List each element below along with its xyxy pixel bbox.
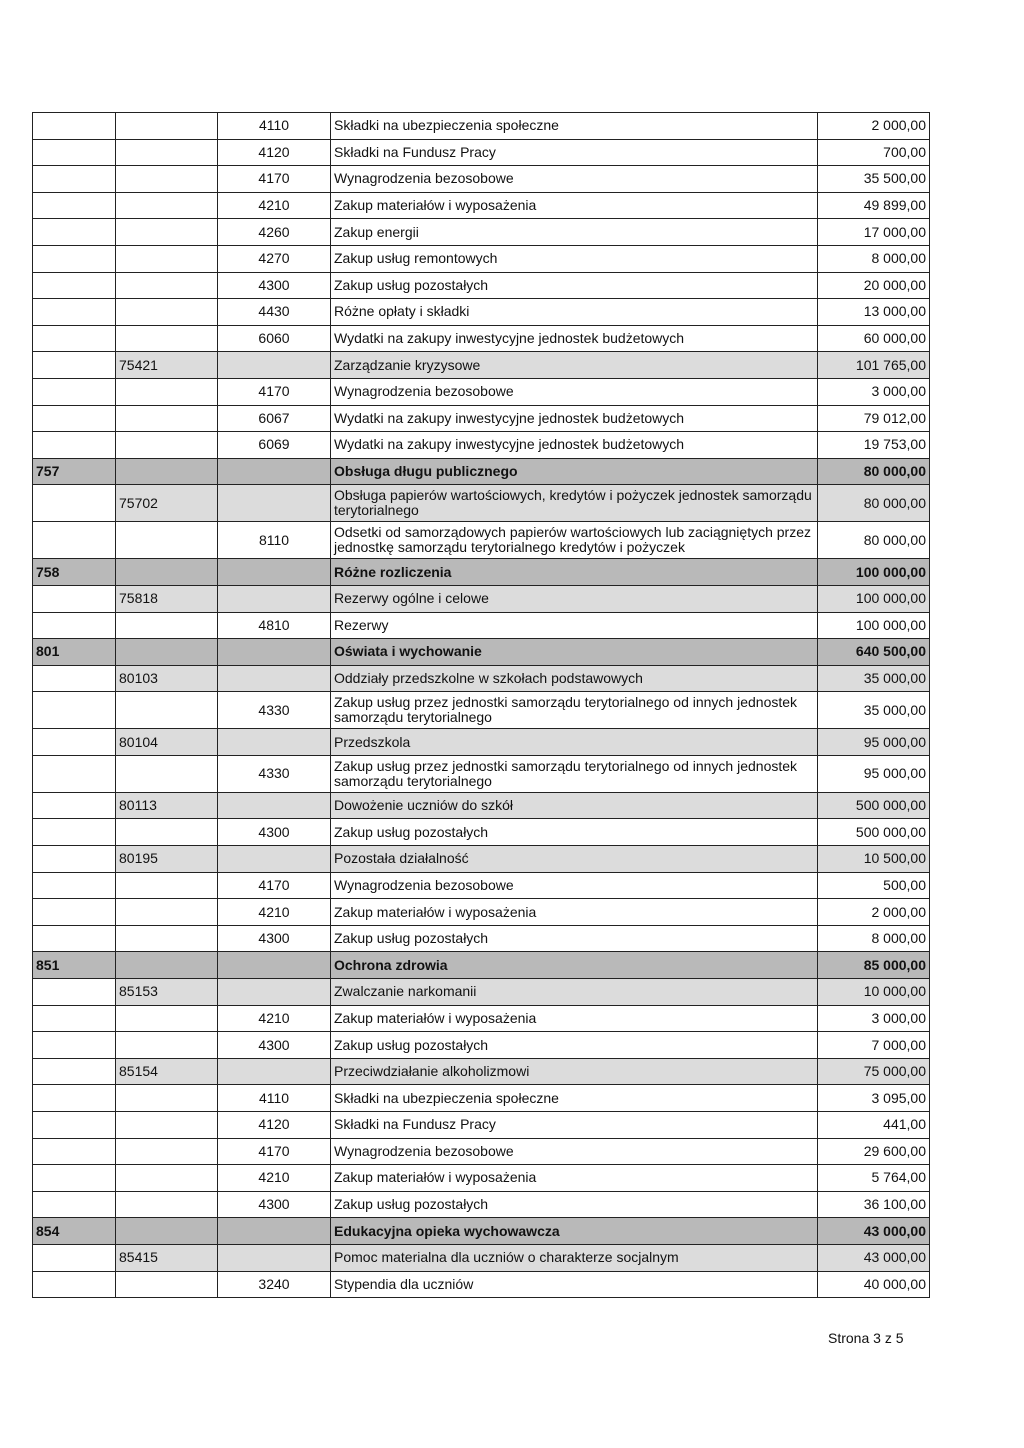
paragraf-cell bbox=[218, 665, 331, 692]
paragraf-cell: 4170 bbox=[218, 872, 331, 899]
dzial-cell bbox=[33, 405, 116, 432]
dzial-cell bbox=[33, 819, 116, 846]
amount-cell: 80 000,00 bbox=[818, 522, 930, 559]
name-cell: Ochrona zdrowia bbox=[331, 952, 818, 979]
name-cell: Pozostała działalność bbox=[331, 846, 818, 873]
dzial-cell bbox=[33, 522, 116, 559]
dzial-cell bbox=[33, 219, 116, 246]
name-cell: Zakup usług pozostałych bbox=[331, 272, 818, 299]
rozdzial-cell bbox=[116, 139, 218, 166]
rozdzial-cell bbox=[116, 1005, 218, 1032]
name-cell: Zakup materiałów i wyposażenia bbox=[331, 899, 818, 926]
rozdzial-cell bbox=[116, 299, 218, 326]
paragraf-cell: 4210 bbox=[218, 192, 331, 219]
rozdzial-cell: 75818 bbox=[116, 585, 218, 612]
name-cell: Wynagrodzenia bezosobowe bbox=[331, 1138, 818, 1165]
name-cell: Wydatki na zakupy inwestycyjne jednostek budżetowych bbox=[331, 405, 818, 432]
rozdzial-row bbox=[33, 485, 930, 522]
paragraf-row bbox=[33, 299, 930, 326]
paragraf-cell bbox=[218, 1058, 331, 1085]
name-cell: Obsługa długu publicznego bbox=[331, 458, 818, 485]
rozdzial-cell: 80113 bbox=[116, 792, 218, 819]
dzial-cell: 801 bbox=[33, 639, 116, 666]
rozdzial-cell: 80195 bbox=[116, 846, 218, 873]
paragraf-cell: 4120 bbox=[218, 1112, 331, 1139]
amount-cell: 80 000,00 bbox=[818, 485, 930, 522]
paragraf-cell: 4260 bbox=[218, 219, 331, 246]
paragraf-cell: 4120 bbox=[218, 139, 331, 166]
paragraf-row bbox=[33, 219, 930, 246]
paragraf-cell bbox=[218, 1218, 331, 1245]
rozdzial-cell bbox=[116, 432, 218, 459]
rozdzial-cell: 80104 bbox=[116, 729, 218, 756]
rozdzial-cell bbox=[116, 113, 218, 140]
paragraf-row bbox=[33, 1165, 930, 1192]
dzial-cell bbox=[33, 1271, 116, 1298]
paragraf-row bbox=[33, 899, 930, 926]
paragraf-row bbox=[33, 113, 930, 140]
name-cell: Obsługa papierów wartościowych, kredytów i pożyczek jednostek samorządu terytorialnego bbox=[331, 485, 818, 522]
amount-cell: 500,00 bbox=[818, 872, 930, 899]
paragraf-cell bbox=[218, 485, 331, 522]
rozdzial-cell bbox=[116, 405, 218, 432]
paragraf-cell: 4300 bbox=[218, 1032, 331, 1059]
rozdzial-cell bbox=[116, 872, 218, 899]
name-cell: Zakup usług pozostałych bbox=[331, 925, 818, 952]
paragraf-row bbox=[33, 872, 930, 899]
dzial-cell bbox=[33, 1112, 116, 1139]
dzial-cell bbox=[33, 729, 116, 756]
amount-cell: 43 000,00 bbox=[818, 1218, 930, 1245]
paragraf-cell bbox=[218, 559, 331, 586]
paragraf-cell: 6060 bbox=[218, 325, 331, 352]
amount-cell: 60 000,00 bbox=[818, 325, 930, 352]
dzial-row bbox=[33, 458, 930, 485]
rozdzial-row bbox=[33, 1244, 930, 1271]
rozdzial-cell: 80103 bbox=[116, 665, 218, 692]
paragraf-row bbox=[33, 166, 930, 193]
budget-table bbox=[32, 112, 930, 1298]
paragraf-row bbox=[33, 432, 930, 459]
paragraf-cell: 4170 bbox=[218, 166, 331, 193]
amount-cell: 7 000,00 bbox=[818, 1032, 930, 1059]
rozdzial-cell bbox=[116, 458, 218, 485]
amount-cell: 3 000,00 bbox=[818, 1005, 930, 1032]
amount-cell: 19 753,00 bbox=[818, 432, 930, 459]
amount-cell: 85 000,00 bbox=[818, 952, 930, 979]
rozdzial-cell bbox=[116, 1032, 218, 1059]
amount-cell: 79 012,00 bbox=[818, 405, 930, 432]
name-cell: Edukacyjna opieka wychowawcza bbox=[331, 1218, 818, 1245]
name-cell: Zakup usług remontowych bbox=[331, 245, 818, 272]
name-cell: Dowożenie uczniów do szkół bbox=[331, 792, 818, 819]
paragraf-cell bbox=[218, 979, 331, 1006]
dzial-cell bbox=[33, 139, 116, 166]
paragraf-row bbox=[33, 755, 930, 792]
paragraf-cell: 4110 bbox=[218, 113, 331, 140]
dzial-cell: 854 bbox=[33, 1218, 116, 1245]
paragraf-cell: 6067 bbox=[218, 405, 331, 432]
rozdzial-row bbox=[33, 352, 930, 379]
dzial-cell: 758 bbox=[33, 559, 116, 586]
paragraf-row bbox=[33, 522, 930, 559]
amount-cell: 29 600,00 bbox=[818, 1138, 930, 1165]
rozdzial-cell bbox=[116, 639, 218, 666]
page-number: Strona 3 z 5 bbox=[828, 1330, 904, 1346]
rozdzial-cell bbox=[116, 755, 218, 792]
amount-cell: 13 000,00 bbox=[818, 299, 930, 326]
paragraf-cell: 4810 bbox=[218, 612, 331, 639]
amount-cell: 100 000,00 bbox=[818, 559, 930, 586]
rozdzial-cell bbox=[116, 1112, 218, 1139]
dzial-cell bbox=[33, 485, 116, 522]
amount-cell: 3 095,00 bbox=[818, 1085, 930, 1112]
amount-cell: 2 000,00 bbox=[818, 899, 930, 926]
amount-cell: 75 000,00 bbox=[818, 1058, 930, 1085]
dzial-cell bbox=[33, 755, 116, 792]
amount-cell: 100 000,00 bbox=[818, 585, 930, 612]
rozdzial-cell bbox=[116, 1138, 218, 1165]
budget-table-body bbox=[33, 113, 930, 1298]
dzial-cell bbox=[33, 1138, 116, 1165]
dzial-cell bbox=[33, 792, 116, 819]
paragraf-cell bbox=[218, 729, 331, 756]
name-cell: Wynagrodzenia bezosobowe bbox=[331, 378, 818, 405]
dzial-cell bbox=[33, 272, 116, 299]
rozdzial-cell bbox=[116, 1191, 218, 1218]
rozdzial-row bbox=[33, 792, 930, 819]
name-cell: Zakup usług pozostałych bbox=[331, 819, 818, 846]
name-cell: Odsetki od samorządowych papierów wartościowych lub zaciągniętych przez jednostkę samorządu terytorialnego kredytów i pożyczek bbox=[331, 522, 818, 559]
rozdzial-cell bbox=[116, 899, 218, 926]
dzial-cell bbox=[33, 378, 116, 405]
dzial-cell bbox=[33, 1085, 116, 1112]
paragraf-cell bbox=[218, 1244, 331, 1271]
amount-cell: 43 000,00 bbox=[818, 1244, 930, 1271]
rozdzial-cell: 75421 bbox=[116, 352, 218, 379]
paragraf-row bbox=[33, 1005, 930, 1032]
dzial-cell: 851 bbox=[33, 952, 116, 979]
amount-cell: 100 000,00 bbox=[818, 612, 930, 639]
rozdzial-cell: 85415 bbox=[116, 1244, 218, 1271]
paragraf-row bbox=[33, 1085, 930, 1112]
amount-cell: 95 000,00 bbox=[818, 729, 930, 756]
dzial-cell bbox=[33, 1165, 116, 1192]
paragraf-cell bbox=[218, 846, 331, 873]
rozdzial-cell bbox=[116, 192, 218, 219]
paragraf-cell: 3240 bbox=[218, 1271, 331, 1298]
paragraf-cell bbox=[218, 458, 331, 485]
paragraf-cell bbox=[218, 952, 331, 979]
rozdzial-cell bbox=[116, 559, 218, 586]
dzial-cell bbox=[33, 979, 116, 1006]
name-cell: Zakup materiałów i wyposażenia bbox=[331, 1165, 818, 1192]
dzial-cell bbox=[33, 612, 116, 639]
dzial-cell bbox=[33, 352, 116, 379]
dzial-cell bbox=[33, 325, 116, 352]
name-cell: Wynagrodzenia bezosobowe bbox=[331, 166, 818, 193]
amount-cell: 35 000,00 bbox=[818, 692, 930, 729]
name-cell: Pomoc materialna dla uczniów o charakterze socjalnym bbox=[331, 1244, 818, 1271]
dzial-cell bbox=[33, 585, 116, 612]
amount-cell: 36 100,00 bbox=[818, 1191, 930, 1218]
dzial-cell bbox=[33, 925, 116, 952]
dzial-cell bbox=[33, 1005, 116, 1032]
rozdzial-cell bbox=[116, 952, 218, 979]
name-cell: Zakup energii bbox=[331, 219, 818, 246]
amount-cell: 20 000,00 bbox=[818, 272, 930, 299]
paragraf-row bbox=[33, 819, 930, 846]
paragraf-cell bbox=[218, 639, 331, 666]
name-cell: Wydatki na zakupy inwestycyjne jednostek budżetowych bbox=[331, 325, 818, 352]
name-cell: Zakup usług pozostałych bbox=[331, 1191, 818, 1218]
dzial-cell bbox=[33, 1191, 116, 1218]
amount-cell: 5 764,00 bbox=[818, 1165, 930, 1192]
amount-cell: 500 000,00 bbox=[818, 792, 930, 819]
amount-cell: 10 500,00 bbox=[818, 846, 930, 873]
name-cell: Oddziały przedszkolne w szkołach podstawowych bbox=[331, 665, 818, 692]
paragraf-cell: 4210 bbox=[218, 1165, 331, 1192]
rozdzial-cell bbox=[116, 378, 218, 405]
rozdzial-cell bbox=[116, 925, 218, 952]
rozdzial-row bbox=[33, 665, 930, 692]
amount-cell: 49 899,00 bbox=[818, 192, 930, 219]
name-cell: Zwalczanie narkomanii bbox=[331, 979, 818, 1006]
rozdzial-cell bbox=[116, 819, 218, 846]
dzial-cell: 757 bbox=[33, 458, 116, 485]
dzial-cell bbox=[33, 665, 116, 692]
amount-cell: 80 000,00 bbox=[818, 458, 930, 485]
paragraf-cell bbox=[218, 585, 331, 612]
paragraf-row bbox=[33, 245, 930, 272]
name-cell: Zakup usług przez jednostki samorządu terytorialnego od innych jednostek samorządu terytorialnego bbox=[331, 755, 818, 792]
paragraf-row bbox=[33, 1271, 930, 1298]
rozdzial-cell bbox=[116, 692, 218, 729]
paragraf-cell: 4330 bbox=[218, 692, 331, 729]
name-cell: Składki na ubezpieczenia społeczne bbox=[331, 113, 818, 140]
rozdzial-cell bbox=[116, 1271, 218, 1298]
dzial-cell bbox=[33, 299, 116, 326]
amount-cell: 17 000,00 bbox=[818, 219, 930, 246]
paragraf-cell: 4430 bbox=[218, 299, 331, 326]
paragraf-cell: 4300 bbox=[218, 925, 331, 952]
dzial-cell bbox=[33, 1058, 116, 1085]
paragraf-cell: 4300 bbox=[218, 272, 331, 299]
name-cell: Stypendia dla uczniów bbox=[331, 1271, 818, 1298]
paragraf-row bbox=[33, 612, 930, 639]
paragraf-cell: 4170 bbox=[218, 378, 331, 405]
name-cell: Zarządzanie kryzysowe bbox=[331, 352, 818, 379]
rozdzial-cell bbox=[116, 612, 218, 639]
rozdzial-cell bbox=[116, 1085, 218, 1112]
paragraf-cell: 4170 bbox=[218, 1138, 331, 1165]
paragraf-cell: 4300 bbox=[218, 819, 331, 846]
rozdzial-cell: 85154 bbox=[116, 1058, 218, 1085]
name-cell: Rezerwy bbox=[331, 612, 818, 639]
paragraf-cell: 6069 bbox=[218, 432, 331, 459]
dzial-cell bbox=[33, 166, 116, 193]
rozdzial-cell bbox=[116, 245, 218, 272]
rozdzial-row bbox=[33, 979, 930, 1006]
name-cell: Przeciwdziałanie alkoholizmowi bbox=[331, 1058, 818, 1085]
amount-cell: 500 000,00 bbox=[818, 819, 930, 846]
name-cell: Wynagrodzenia bezosobowe bbox=[331, 872, 818, 899]
paragraf-cell: 4300 bbox=[218, 1191, 331, 1218]
dzial-cell bbox=[33, 432, 116, 459]
dzial-cell bbox=[33, 113, 116, 140]
dzial-cell bbox=[33, 1032, 116, 1059]
dzial-cell bbox=[33, 1244, 116, 1271]
rozdzial-cell: 75702 bbox=[116, 485, 218, 522]
dzial-cell bbox=[33, 692, 116, 729]
paragraf-row bbox=[33, 405, 930, 432]
amount-cell: 441,00 bbox=[818, 1112, 930, 1139]
paragraf-cell: 4110 bbox=[218, 1085, 331, 1112]
name-cell: Składki na Fundusz Pracy bbox=[331, 1112, 818, 1139]
paragraf-cell: 4270 bbox=[218, 245, 331, 272]
paragraf-row bbox=[33, 325, 930, 352]
dzial-cell bbox=[33, 899, 116, 926]
amount-cell: 35 000,00 bbox=[818, 665, 930, 692]
rozdzial-cell bbox=[116, 1218, 218, 1245]
rozdzial-cell bbox=[116, 325, 218, 352]
name-cell: Oświata i wychowanie bbox=[331, 639, 818, 666]
paragraf-row bbox=[33, 1112, 930, 1139]
rozdzial-cell: 85153 bbox=[116, 979, 218, 1006]
paragraf-cell: 8110 bbox=[218, 522, 331, 559]
dzial-row bbox=[33, 1218, 930, 1245]
name-cell: Zakup materiałów i wyposażenia bbox=[331, 192, 818, 219]
amount-cell: 35 500,00 bbox=[818, 166, 930, 193]
amount-cell: 640 500,00 bbox=[818, 639, 930, 666]
paragraf-row bbox=[33, 192, 930, 219]
paragraf-cell bbox=[218, 352, 331, 379]
rozdzial-cell bbox=[116, 522, 218, 559]
dzial-cell bbox=[33, 245, 116, 272]
paragraf-row bbox=[33, 1191, 930, 1218]
name-cell: Różne opłaty i składki bbox=[331, 299, 818, 326]
rozdzial-cell bbox=[116, 1165, 218, 1192]
dzial-cell bbox=[33, 846, 116, 873]
name-cell: Zakup usług pozostałych bbox=[331, 1032, 818, 1059]
name-cell: Składki na ubezpieczenia społeczne bbox=[331, 1085, 818, 1112]
dzial-row bbox=[33, 952, 930, 979]
name-cell: Wydatki na zakupy inwestycyjne jednostek budżetowych bbox=[331, 432, 818, 459]
paragraf-row bbox=[33, 272, 930, 299]
paragraf-cell: 4210 bbox=[218, 1005, 331, 1032]
amount-cell: 40 000,00 bbox=[818, 1271, 930, 1298]
rozdzial-cell bbox=[116, 166, 218, 193]
paragraf-row bbox=[33, 139, 930, 166]
name-cell: Zakup materiałów i wyposażenia bbox=[331, 1005, 818, 1032]
name-cell: Składki na Fundusz Pracy bbox=[331, 139, 818, 166]
rozdzial-row bbox=[33, 585, 930, 612]
dzial-cell bbox=[33, 192, 116, 219]
amount-cell: 8 000,00 bbox=[818, 925, 930, 952]
amount-cell: 10 000,00 bbox=[818, 979, 930, 1006]
rozdzial-row bbox=[33, 846, 930, 873]
amount-cell: 101 765,00 bbox=[818, 352, 930, 379]
rozdzial-cell bbox=[116, 272, 218, 299]
dzial-cell bbox=[33, 872, 116, 899]
paragraf-cell: 4330 bbox=[218, 755, 331, 792]
amount-cell: 700,00 bbox=[818, 139, 930, 166]
paragraf-row bbox=[33, 925, 930, 952]
paragraf-cell: 4210 bbox=[218, 899, 331, 926]
paragraf-row bbox=[33, 1138, 930, 1165]
amount-cell: 8 000,00 bbox=[818, 245, 930, 272]
rozdzial-cell bbox=[116, 219, 218, 246]
name-cell: Różne rozliczenia bbox=[331, 559, 818, 586]
paragraf-cell bbox=[218, 792, 331, 819]
name-cell: Zakup usług przez jednostki samorządu terytorialnego od innych jednostek samorządu terytorialnego bbox=[331, 692, 818, 729]
amount-cell: 2 000,00 bbox=[818, 113, 930, 140]
paragraf-row bbox=[33, 378, 930, 405]
rozdzial-row bbox=[33, 1058, 930, 1085]
dzial-row bbox=[33, 639, 930, 666]
name-cell: Przedszkola bbox=[331, 729, 818, 756]
dzial-row bbox=[33, 559, 930, 586]
paragraf-row bbox=[33, 1032, 930, 1059]
amount-cell: 95 000,00 bbox=[818, 755, 930, 792]
amount-cell: 3 000,00 bbox=[818, 378, 930, 405]
rozdzial-row bbox=[33, 729, 930, 756]
name-cell: Rezerwy ogólne i celowe bbox=[331, 585, 818, 612]
paragraf-row bbox=[33, 692, 930, 729]
